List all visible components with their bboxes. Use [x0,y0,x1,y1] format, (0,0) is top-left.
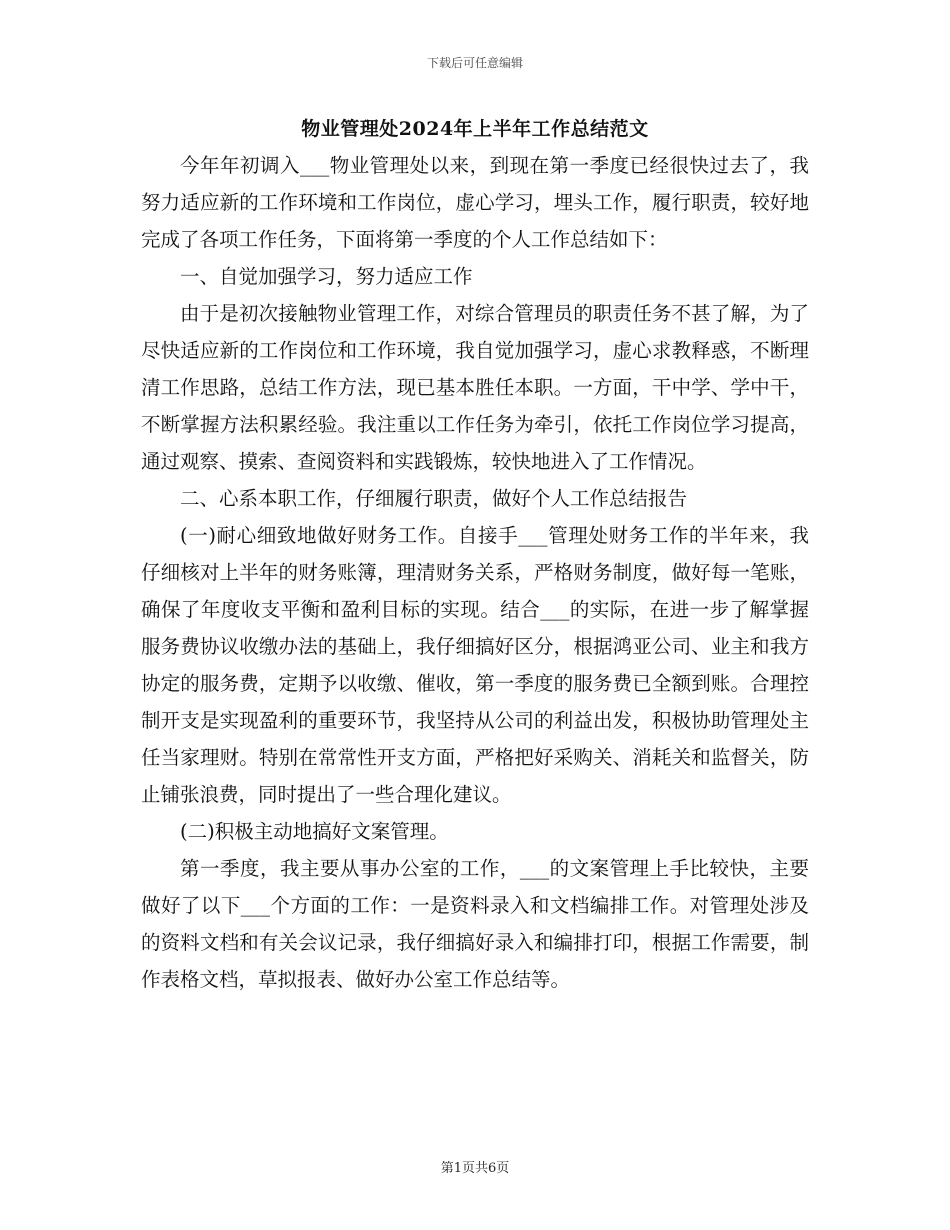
paragraph-section-1: 由于是初次接触物业管理工作，对综合管理员的职责任务不甚了解，为了尽快适应新的工作岗位和工作环境，我自觉加强学习，虚心求教释惑，不断理清工作思路，总结工作方法，现已基本胜任本职。一方面，干中学、学中干，不断掌握方法积累经验。我注重以工作任务为牵引，依托工作岗位学习提高，通过观察、摸索、查阅资料和实践锻炼，较快地进入了工作情况。 [141,302,809,473]
header-note: 下载后可任意编辑 [426,56,523,70]
paragraph-documents: 第一季度，我主要从事办公室的工作，___的文案管理上手比较快，主要做好了以下___个方面的工作：一是资料录入和文档编排工作。对管理处涉及的资料文档和有关会议记录，我仔细搞好录入和编排打印，根据工作需要，制作表格文档，草拟报表、做好办公室工作总结等。 [141,857,809,991]
section-heading-2: 二、心系本职工作，仔细履行职责，做好个人工作总结报告 [180,487,688,510]
section-heading-1: 一、自觉加强学习，努力适应工作 [180,265,473,288]
paragraph-finance: (一)耐心细致地做好财务工作。自接手___管理处财务工作的半年来，我仔细核对上半年的财务账簿，理清财务关系，严格财务制度，做好每一笔账，确保了年度收支平衡和盈利目标的实现。结合___的实际，在进一步了解掌握服务费协议收缴办法的基础上，我仔细搞好区分，根据鸿亚公司、业主和我方协定的服务费，定期予以收缴、催收，第一季度的服务费已全额到账。合理控制开支是实现盈利的重要环节，我坚持从公司的利益出发，积极协助管理处主任当家理财。特别在常常性开支方面，严格把好采购关、消耗关和监督关，防止铺张浪费，同时提出了一些合理化建议。 [141,524,809,806]
page-footer: 第1页共6页 [440,1161,510,1176]
document-body [141,147,809,998]
subsection-heading-documents: (二)积极主动地搞好文案管理。 [180,820,449,843]
paragraph-intro: 今年年初调入___物业管理处以来，到现在第一季度已经很快过去了，我努力适应新的工作环境和工作岗位，虚心学习，埋头工作，履行职责，较好地完成了各项工作任务，下面将第一季度的个人工作总结如下： [141,154,809,251]
document-title: 物业管理处2024年上半年工作总结范文 [301,118,649,140]
